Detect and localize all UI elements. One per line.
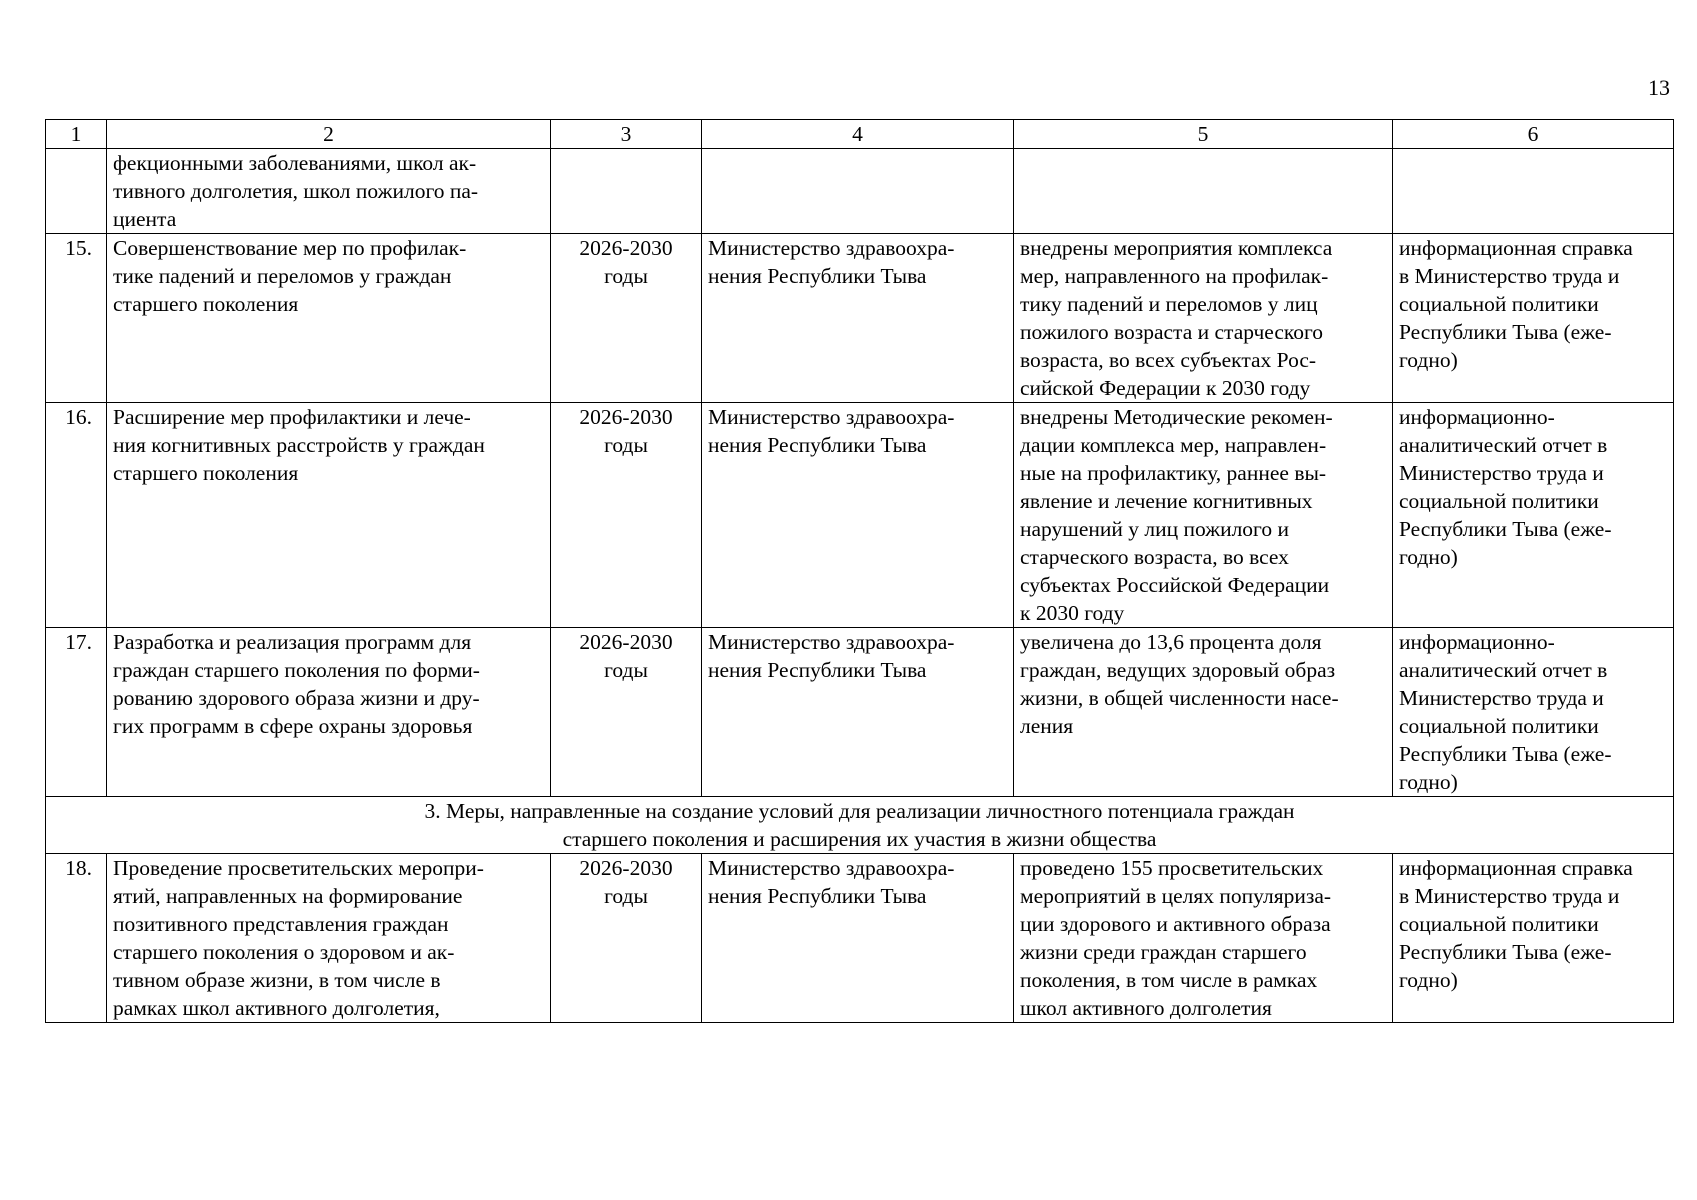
measure-cell bbox=[107, 854, 551, 1023]
text-line: старшего поколения о здоровом и ак- bbox=[113, 940, 455, 964]
text-line: в Министерство труда и bbox=[1399, 264, 1620, 288]
text-line: годы bbox=[604, 433, 648, 457]
measure-cell bbox=[107, 149, 551, 234]
text-line: нения Республики Тыва bbox=[708, 264, 927, 288]
text-line: тике падений и переломов у граждан bbox=[113, 264, 452, 288]
text-line: информационно- bbox=[1399, 630, 1555, 654]
row-number-cell: 15. bbox=[46, 234, 107, 403]
text-line: информационная справка bbox=[1399, 856, 1633, 880]
text-line: нарушений у лиц пожилого и bbox=[1020, 517, 1289, 541]
text-line: Расширение мер профилактики и лече- bbox=[113, 405, 471, 429]
column-header: 4 bbox=[702, 120, 1014, 149]
text-line: годно) bbox=[1399, 545, 1458, 569]
text-line: жизни, в общей численности насе- bbox=[1020, 686, 1339, 710]
row-number-cell: 18. bbox=[46, 854, 107, 1023]
text-line: школ активного долголетия bbox=[1020, 996, 1272, 1020]
term-cell bbox=[551, 854, 702, 1023]
measure-cell bbox=[107, 403, 551, 628]
text-line: гих программ в сфере охраны здоровья bbox=[113, 714, 473, 738]
text-line: годы bbox=[604, 658, 648, 682]
text-line: годно) bbox=[1399, 968, 1458, 992]
report-cell bbox=[1393, 628, 1674, 797]
column-header: 5 bbox=[1014, 120, 1393, 149]
text-line: 2026-2030 bbox=[579, 630, 673, 654]
text-line: социальной политики bbox=[1399, 489, 1599, 513]
text-line: жизни среди граждан старшего bbox=[1020, 940, 1307, 964]
table-row bbox=[46, 403, 1674, 628]
text-line: 2026-2030 bbox=[579, 856, 673, 880]
text-line: аналитический отчет в bbox=[1399, 658, 1608, 682]
text-line: информационно- bbox=[1399, 405, 1555, 429]
text-line: мер, направленного на профилак- bbox=[1020, 264, 1329, 288]
text-line: нения Республики Тыва bbox=[708, 884, 927, 908]
text-line: 2026-2030 bbox=[579, 236, 673, 260]
text-line: нения Республики Тыва bbox=[708, 433, 927, 457]
report-cell bbox=[1393, 403, 1674, 628]
responsible-cell bbox=[702, 628, 1014, 797]
text-line: пожилого возраста и старческого bbox=[1020, 320, 1324, 344]
text-line: Совершенствование мер по профилак- bbox=[113, 236, 467, 260]
text-line: поколения, в том числе в рамках bbox=[1020, 968, 1318, 992]
column-header: 3 bbox=[551, 120, 702, 149]
text-line: социальной политики bbox=[1399, 714, 1599, 738]
table-row bbox=[46, 628, 1674, 797]
text-line: Министерство труда и bbox=[1399, 686, 1604, 710]
text-line: годно) bbox=[1399, 348, 1458, 372]
table-row-continuation bbox=[46, 149, 1674, 234]
text-line: граждан старшего поколения по форми- bbox=[113, 658, 480, 682]
column-header: 6 bbox=[1393, 120, 1674, 149]
text-line: социальной политики bbox=[1399, 912, 1599, 936]
text-line: старческого возраста, во всех bbox=[1020, 545, 1289, 569]
text-line: рованию здорового образа жизни и дру- bbox=[113, 686, 480, 710]
text-line: Республики Тыва (еже- bbox=[1399, 517, 1612, 541]
text-line: тику падений и переломов у лиц bbox=[1020, 292, 1318, 316]
page-number: 13 bbox=[1648, 75, 1670, 100]
text-line: фекционными заболеваниями, школ ак- bbox=[113, 151, 477, 175]
text-line: Министерство здравоохра- bbox=[708, 856, 955, 880]
column-header: 1 bbox=[46, 120, 107, 149]
table-row bbox=[46, 234, 1674, 403]
text-line: Министерство здравоохра- bbox=[708, 630, 955, 654]
text-line: ления bbox=[1020, 714, 1074, 738]
text-line: Проведение просветительских меропри- bbox=[113, 856, 484, 880]
text-line: Министерство здравоохра- bbox=[708, 236, 955, 260]
measures-table bbox=[45, 119, 1674, 1023]
text-line: Разработка и реализация программ для bbox=[113, 630, 472, 654]
table-row bbox=[46, 854, 1674, 1023]
column-header-row bbox=[46, 120, 1674, 149]
measure-cell bbox=[107, 628, 551, 797]
term-cell bbox=[551, 403, 702, 628]
responsible-cell bbox=[702, 854, 1014, 1023]
report-cell bbox=[1393, 854, 1674, 1023]
row-number-cell: 17. bbox=[46, 628, 107, 797]
text-line: внедрены Методические рекомен- bbox=[1020, 405, 1333, 429]
text-line: проведено 155 просветительских bbox=[1020, 856, 1324, 880]
responsible-cell bbox=[702, 403, 1014, 628]
text-line: ции здорового и активного образа bbox=[1020, 912, 1331, 936]
text-line: годы bbox=[604, 884, 648, 908]
text-line: старшего поколения и расширения их участия в жизни общества bbox=[562, 827, 1157, 851]
text-line: позитивного представления граждан bbox=[113, 912, 449, 936]
text-line: к 2030 году bbox=[1020, 601, 1125, 625]
row-number-cell: 16. bbox=[46, 403, 107, 628]
row-number-cell bbox=[46, 149, 107, 234]
responsible-cell bbox=[702, 234, 1014, 403]
result-cell bbox=[1014, 403, 1393, 628]
text-line: ятий, направленных на формирование bbox=[113, 884, 463, 908]
text-line: увеличена до 13,6 процента доля bbox=[1020, 630, 1322, 654]
text-line: старшего поколения bbox=[113, 461, 299, 485]
text-line: 3. Меры, направленные на создание условий для реализации личностного потенциала граждан bbox=[424, 799, 1295, 823]
section-heading-row bbox=[46, 797, 1674, 854]
text-line: Республики Тыва (еже- bbox=[1399, 742, 1612, 766]
text-line: возраста, во всех субъектах Рос- bbox=[1020, 348, 1317, 372]
result-cell bbox=[1014, 628, 1393, 797]
text-line: Республики Тыва (еже- bbox=[1399, 940, 1612, 964]
report-cell bbox=[1393, 234, 1674, 403]
text-line: циента bbox=[113, 207, 177, 231]
responsible-cell bbox=[702, 149, 1014, 234]
text-line: Республики Тыва (еже- bbox=[1399, 320, 1612, 344]
text-line: аналитический отчет в bbox=[1399, 433, 1608, 457]
measure-cell bbox=[107, 234, 551, 403]
report-cell bbox=[1393, 149, 1674, 234]
section-heading bbox=[46, 797, 1674, 854]
text-line: явление и лечение когнитивных bbox=[1020, 489, 1313, 513]
text-line: годы bbox=[604, 264, 648, 288]
text-line: нения Республики Тыва bbox=[708, 658, 927, 682]
result-cell bbox=[1014, 149, 1393, 234]
result-cell bbox=[1014, 854, 1393, 1023]
text-line: годно) bbox=[1399, 770, 1458, 794]
text-line: старшего поколения bbox=[113, 292, 299, 316]
text-line: тивном образе жизни, в том числе в bbox=[113, 968, 441, 992]
result-cell bbox=[1014, 234, 1393, 403]
column-header: 2 bbox=[107, 120, 551, 149]
term-cell bbox=[551, 628, 702, 797]
text-line: 2026-2030 bbox=[579, 405, 673, 429]
text-line: информационная справка bbox=[1399, 236, 1633, 260]
term-cell bbox=[551, 149, 702, 234]
text-line: социальной политики bbox=[1399, 292, 1599, 316]
text-line: ные на профилактику, раннее вы- bbox=[1020, 461, 1327, 485]
text-line: субъектах Российской Федерации bbox=[1020, 573, 1330, 597]
text-line: мероприятий в целях популяриза- bbox=[1020, 884, 1332, 908]
text-line: дации комплекса мер, направлен- bbox=[1020, 433, 1327, 457]
text-line: Министерство здравоохра- bbox=[708, 405, 955, 429]
text-line: в Министерство труда и bbox=[1399, 884, 1620, 908]
text-line: ния когнитивных расстройств у граждан bbox=[113, 433, 485, 457]
text-line: рамках школ активного долголетия, bbox=[113, 996, 440, 1020]
text-line: Министерство труда и bbox=[1399, 461, 1604, 485]
text-line: внедрены мероприятия комплекса bbox=[1020, 236, 1333, 260]
text-line: тивного долголетия, школ пожилого па- bbox=[113, 179, 479, 203]
text-line: сийской Федерации к 2030 году bbox=[1020, 376, 1311, 400]
text-line: граждан, ведущих здоровый образ bbox=[1020, 658, 1336, 682]
term-cell bbox=[551, 234, 702, 403]
